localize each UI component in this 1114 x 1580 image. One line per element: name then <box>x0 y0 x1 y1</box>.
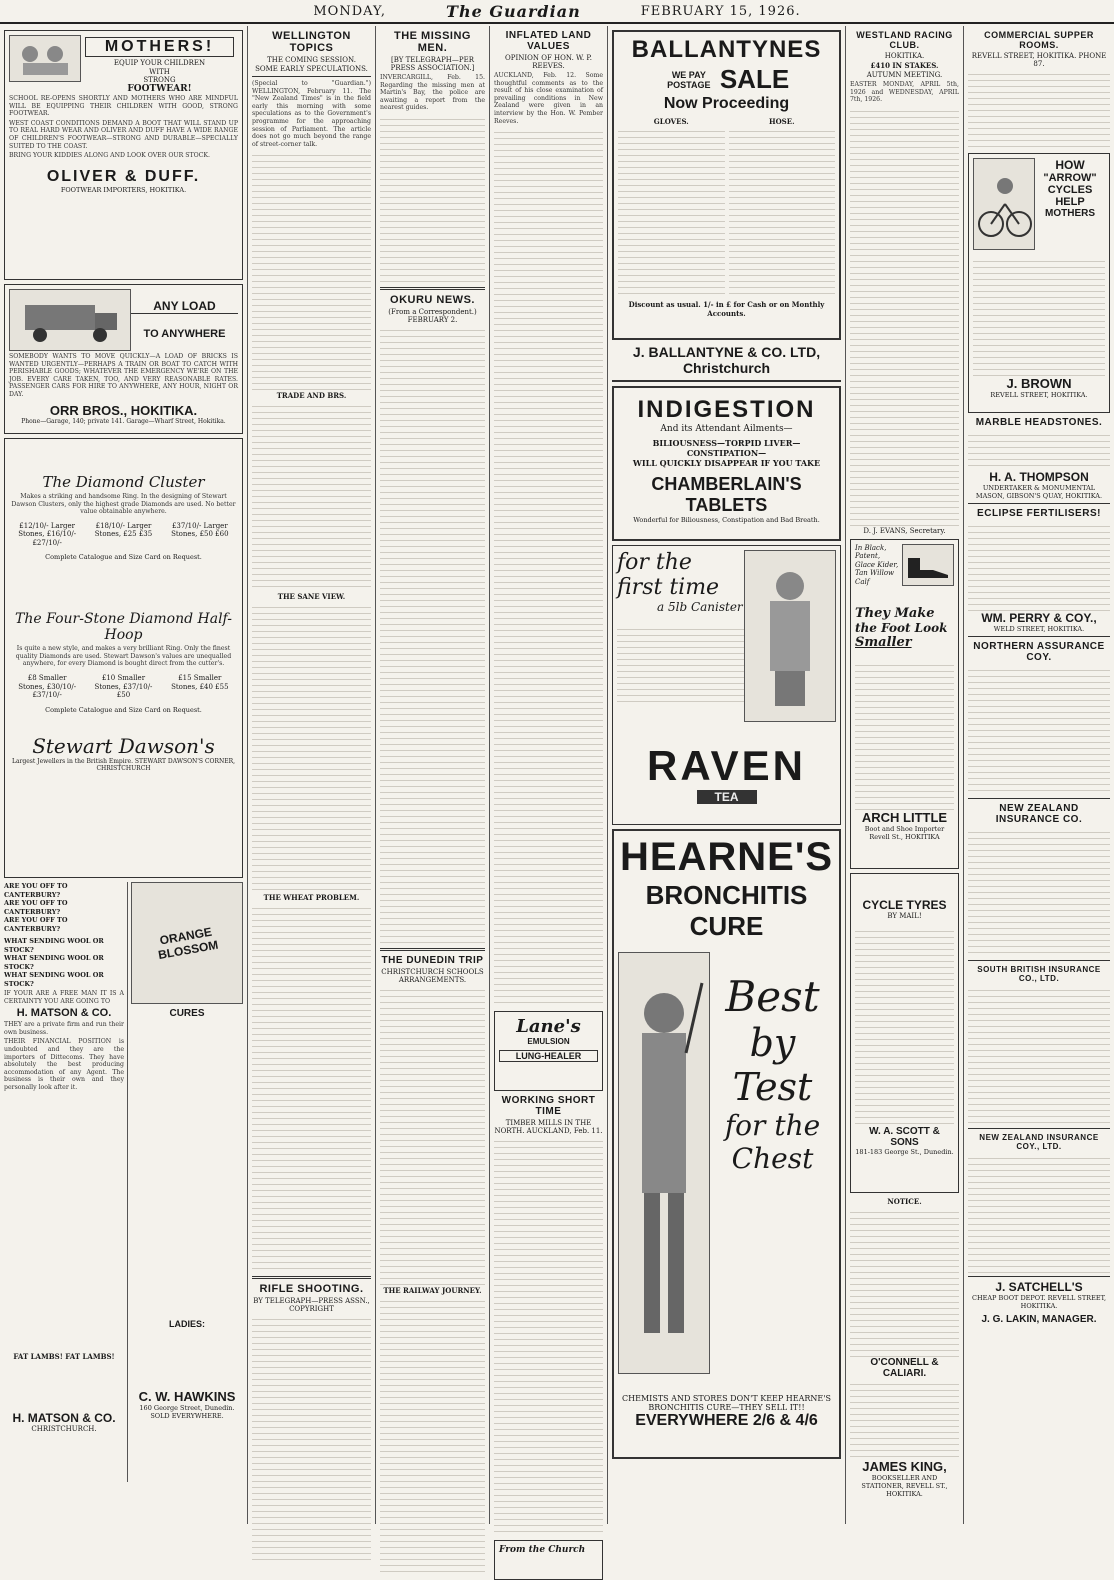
knight-icon <box>624 973 704 1353</box>
text-block <box>494 127 603 1007</box>
arrow-ad <box>968 153 1110 413</box>
woman-icon <box>750 561 830 711</box>
james-sub: BOOKSELLER AND STATIONER, REVELL ST., HOKITIKA. <box>861 1473 948 1498</box>
rifle-sub: BY TELEGRAPH—PRESS ASSN., COPYRIGHT <box>253 1297 370 1314</box>
ind-sub: And its Attendant Ailments— <box>660 424 793 434</box>
ballantynes-sale: SALE <box>719 64 790 94</box>
load1: ANY LOAD <box>131 299 238 314</box>
mothers-sub1: EQUIP YOUR CHILDREN <box>113 59 206 67</box>
ballantyne-co: J. BALLANTYNE & CO. LTD, Christchurch <box>612 344 841 382</box>
chamberlain: CHAMBERLAIN'S TABLETS <box>651 474 802 515</box>
text-block <box>380 1296 485 1576</box>
woman-illustration <box>744 550 836 722</box>
cycle-tyres-ad <box>850 873 959 1193</box>
commercial-sub: REVELL STREET, HOKITIKA. PHONE 87. <box>971 52 1107 68</box>
text-block <box>252 602 371 892</box>
perry: WM. PERRY & COY., <box>981 611 1097 625</box>
raven-tea: TEA <box>697 790 757 804</box>
wheat-sub: THE WHEAT PROBLEM. <box>263 893 360 903</box>
satchell: J. SATCHELL'S <box>995 1280 1083 1294</box>
ballantynes-postage: WE PAY POSTAGE <box>667 69 711 90</box>
knight-illustration <box>618 952 710 1374</box>
help: HELP <box>1055 196 1085 208</box>
column-6 <box>846 26 964 1524</box>
arch-sub: Boot and Shoe Importer Revell St., HOKITIKA <box>864 825 945 842</box>
shoe-illustration <box>902 544 954 586</box>
canister: a 5lb Canister <box>657 600 743 614</box>
hose-head: HOSE. <box>768 117 795 126</box>
matson-bottom: H. MATSON & CO. <box>12 1410 116 1425</box>
catalogue-note: Complete Catalogue and Size Card on Request. <box>45 553 202 562</box>
bronchitis: BRONCHITIS CURE <box>645 880 808 941</box>
halfhoop-price: £15 Smaller Stones, £40 £55 <box>171 674 229 691</box>
text-block <box>850 1207 959 1357</box>
james-king: JAMES KING, <box>862 1458 947 1474</box>
eclipse-head: ECLIPSE FERTILISERS! <box>977 508 1101 519</box>
price-list <box>729 126 836 296</box>
catalogue-note2: Complete Catalogue and Size Card on Request. <box>45 705 202 714</box>
sane-sub: THE SANE VIEW. <box>277 592 346 602</box>
south-british-head: SOUTH BRITISH INSURANCE CO., LTD. <box>977 965 1101 983</box>
missing-head: THE MISSING MEN. <box>393 30 471 54</box>
text-block <box>380 985 485 1285</box>
wellington-sub1: THE COMING SESSION. <box>267 56 356 64</box>
oconnell: O'CONNELL & CALIARI. <box>870 1356 939 1379</box>
mothers-text1: SCHOOL RE-OPENS SHORTLY AND MOTHERS WHO ARE MINDFUL WILL BE EQUIPPING THEIR CHILDREN WITH GOOD, STRONG FOOTWEAR. <box>9 95 238 118</box>
stewart-dawson: Stewart Dawson's <box>32 733 215 758</box>
okuru-head: OKURU NEWS. <box>390 293 475 306</box>
matson-sub: THEY are a private firm and run their own business. <box>4 1021 124 1036</box>
inflated-text: AUCKLAND, Feb. 12. Some thoughtful comments as to the result of his close examination of prevailing conditions in New Zealand were given in an interview by the Hon. W. Pember Reeves. <box>494 72 603 125</box>
boots-text: In Black, Patent, Glace Kider, Tan Willow Calf <box>855 543 899 586</box>
text-block <box>968 1153 1110 1273</box>
diamond-heading: The Diamond Cluster <box>42 473 205 491</box>
everywhere: EVERYWHERE 2/6 & 4/6 <box>635 1412 818 1429</box>
wellington-sub2: SOME EARLY SPECULATIONS. <box>255 65 368 73</box>
church-ad <box>494 1540 603 1580</box>
ladies: LADIES: <box>169 1319 205 1329</box>
text-block <box>968 985 1110 1125</box>
load-text: SOMEBODY WANTS TO MOVE QUICKLY—A LOAD OF BRICKS IS WANTED URGENTLY—PERHAPS A TRAIN OR BOAT TO CATCH WITH PERISHABLE GOODS; WHATEVER THE EMERGENCY WE'RE ON THE JOB. EVERY CARE TAKEN, TOO, AND VERY REASONABLE RATES. PASSENGER CARS FOR HIRE TO ANYWHERE, ANY HOUR, NIGHT OR DAY. <box>9 353 238 398</box>
halfhoop-price: £8 Smaller Stones, £30/10/- £37/10/- <box>18 674 77 700</box>
text-block <box>968 521 1110 611</box>
truck-icon <box>15 295 125 345</box>
ballantynes-title: BALLANTYNES <box>631 36 822 63</box>
ballantynes-ad <box>612 30 841 340</box>
text-block <box>252 150 371 390</box>
northern-head: NORTHERN ASSURANCE COY. <box>973 641 1105 663</box>
by-mail: BY MAIL! <box>887 911 922 920</box>
diamond-prices <box>9 522 238 548</box>
mothers-text3: BRING YOUR KIDDIES ALONG AND LOOK OVER OUR STOCK. <box>9 152 211 160</box>
blossom-ad <box>128 882 243 1482</box>
lakin: J. G. LAKIN, MANAGER. <box>981 1314 1097 1325</box>
text-block <box>252 1314 371 1564</box>
matson-blossom-row <box>4 882 243 1482</box>
scott-sub: 181-183 George St., Dunedin. <box>855 1147 954 1156</box>
load2: TO ANYWHERE <box>143 328 226 340</box>
satchell-sub: CHEAP BOOT DEPOT. REVELL STREET, HOKITIKA. <box>971 1294 1107 1310</box>
masthead <box>0 0 1114 24</box>
nz-insurance-head: NEW ZEALAND INSURANCE CO. <box>995 803 1083 825</box>
canterbury: ARE YOU OFF TO CANTERBURY? <box>4 882 68 899</box>
text-block <box>494 1136 603 1536</box>
raven-ad <box>612 545 841 825</box>
text-block <box>850 106 959 526</box>
orange-blossom: ORANGE BLOSSOM <box>157 924 220 963</box>
text-block <box>968 827 1110 957</box>
working-sub: TIMBER MILLS IN THE NORTH. AUCKLAND, Feb. 11. <box>494 1119 603 1136</box>
okuru-sub: (From a Correspondent.) FEBRUARY 2. <box>388 307 477 324</box>
cures: CURES <box>169 1008 205 1019</box>
stewart-sub: Largest Jewellers in the British Empire. STEWART DAWSON'S CORNER, CHRISTCHURCH <box>11 757 236 772</box>
text-block <box>973 256 1105 376</box>
dunedin-head: THE DUNEDIN TRIP <box>381 954 484 966</box>
foot3: Smaller <box>855 635 912 651</box>
notice: NOTICE. <box>887 1196 922 1206</box>
stewart-dawson-ad <box>4 438 243 878</box>
cw-sub: 160 George Street, Dunedin. SOLD EVERYWHERE. <box>139 1404 235 1420</box>
trade-sub: TRADE AND BRS. <box>276 391 347 401</box>
cw-hawkins: C. W. HAWKINS <box>138 1389 236 1404</box>
text-block <box>380 114 485 284</box>
orr-sub: Phone—Garage, 140; private 141. Garage—Wharf Street, Hokitika. <box>21 417 226 425</box>
wellington-head: WELLINGTON TOPICS <box>272 30 351 54</box>
arrow: "ARROW" <box>1043 172 1097 184</box>
text-block <box>968 430 1110 470</box>
chamberlain-ad <box>612 386 841 541</box>
oliver-duff: OLIVER & DUFF. <box>46 167 201 185</box>
arch-little-ad <box>850 539 959 869</box>
stakes: £410 IN STAKES. <box>870 61 939 70</box>
for-chest: for the Chest <box>724 1109 821 1175</box>
halfhoop-price: £10 Smaller Stones, £37/10/- £50 <box>94 674 153 700</box>
perry-sub: WELD STREET, HOKITIKA. <box>993 625 1085 633</box>
canterbury: ARE YOU OFF TO CANTERBURY? <box>4 899 68 916</box>
halfhoop-heading: The Four-Stone Diamond Half-Hoop <box>15 611 232 644</box>
text-block <box>252 401 371 591</box>
fat-lambs: FAT LAMBS! FAT LAMBS! <box>13 1351 115 1361</box>
missing-sub: [BY TELEGRAPH—PER PRESS ASSOCIATION.] <box>390 56 475 72</box>
children-icon <box>15 39 75 79</box>
masthead-title: The Guardian <box>446 1 581 21</box>
arrow-mothers: MOTHERS <box>1045 208 1095 219</box>
chamberlain-sub: Wonderful for Biliousness, Constipation and Bad Breath. <box>633 516 820 524</box>
arch-little: ARCH LITTLE <box>861 810 948 826</box>
blossom-illustration <box>131 882 243 1004</box>
text-block <box>968 665 1110 795</box>
mothers-text2: WEST COAST CONDITIONS DEMAND A BOOT THAT WILL STAND UP TO REAL HARD WEAR AND OLIVER AND DUFF HAVE A WIDE RANGE OF CHILDREN'S FOOTWEAR—STRONG AND DURABLE—SPECIALLY SUITED TO THE COAST. <box>9 119 238 150</box>
brown-sub: REVELL STREET, HOKITIKA. <box>990 391 1088 399</box>
text-block <box>617 624 744 704</box>
column-4 <box>490 26 608 1556</box>
oliver-sub: FOOTWEAR IMPORTERS, HOKITIKA. <box>60 185 187 194</box>
masthead-day: MONDAY, <box>313 3 387 19</box>
inflated-sub: OPINION OF HON. W. P. REEVES. <box>505 54 592 70</box>
mothers-ad <box>4 30 243 280</box>
diamond-price: £18/10/- Larger Stones, £25 £35 <box>94 521 153 539</box>
diamond-price: £37/10/- Larger Stones, £50 £60 <box>171 521 229 539</box>
hearnes: HEARNE'S <box>619 835 834 879</box>
text-block <box>855 660 954 810</box>
working-head: WORKING SHORT TIME <box>501 1095 596 1118</box>
matson-ad <box>4 882 128 1482</box>
wellington-text: (Special to "Guardian.") WELLINGTON, February 11. The "New Zealand Times" is in the field early this morning with some speculations as to the Government's programme for the approaching session of Parliament. The article does not go much beyond the range of street-corner talk. <box>252 80 371 148</box>
racing-head: WESTLAND RACING CLUB. <box>856 30 953 50</box>
how: HOW <box>1055 158 1085 172</box>
halfhoop-text: Is quite a new style, and makes a very brilliant Ring. Only the finest quality Diamonds are used. Stewart Dawson's values are unequalled anywhere, for every Diamond is bought direct from the cutter's. <box>15 645 232 668</box>
chemists: CHEMISTS AND STORES DON'T KEEP HEARNE'S BRONCHITIS CURE—THEY SELL IT!! <box>622 1394 831 1412</box>
nz2-head: NEW ZEALAND INSURANCE COY., LTD. <box>979 1133 1099 1151</box>
commercial-head: COMMERCIAL SUPPER ROOMS. <box>984 30 1094 50</box>
ind-sub2: BILIOUSNESS—TORPID LIVER—CONSTIPATION— <box>652 438 801 458</box>
mothers-sub2: WITH <box>149 67 170 76</box>
column-7 <box>964 26 1114 1524</box>
foot1: They Make <box>855 606 935 622</box>
wool: WHAT SENDING WOOL OR STOCK? <box>4 971 104 988</box>
shoe-icon <box>903 550 953 580</box>
cyclist-illustration <box>973 158 1035 250</box>
truck-illustration <box>9 289 131 351</box>
thompson: H. A. THOMPSON <box>989 470 1089 484</box>
orr-ad <box>4 284 243 434</box>
best: Best <box>725 972 820 1021</box>
column-3 <box>376 26 490 1524</box>
price-list <box>618 126 725 296</box>
j-brown: J. BROWN <box>1006 376 1072 391</box>
gloves-head: GLOVES. <box>653 117 689 126</box>
bicycle-icon <box>977 164 1032 244</box>
lanes-sub2: LUNG-HEALER <box>499 1050 598 1062</box>
lanes-ad <box>494 1011 603 1091</box>
scott-sons: W. A. SCOTT & SONS <box>869 1125 940 1148</box>
column-2 <box>248 26 376 1524</box>
missing-text: INVERCARGILL, Feb. 15. Regarding the missing men at Martin's Bay, the police are awaiting a report from the nearest guides. <box>380 74 485 112</box>
text-block <box>252 903 371 1273</box>
ind-sub3: WILL QUICKLY DISAPPEAR IF YOU TAKE <box>632 458 821 468</box>
thompson-sub: UNDERTAKER & MONUMENTAL MASON, GIBSON'S QUAY, HOKITIKA. <box>975 484 1103 500</box>
rifle-head: RIFLE SHOOTING. <box>259 1283 364 1296</box>
mothers-sub4: FOOTWEAR! <box>127 83 192 94</box>
mothers-sub3: STRONG <box>143 76 176 84</box>
matson-name: H. MATSON & CO. <box>16 1007 112 1020</box>
railway-sub: THE RAILWAY JOURNEY. <box>383 1285 482 1295</box>
column-5 <box>608 26 846 1524</box>
wool: WHAT SENDING WOOL OR STOCK? <box>4 937 104 954</box>
secretary: D. J. EVANS, Secretary. <box>863 526 946 535</box>
inflated-head: INFLATED LAND VALUES <box>505 30 592 52</box>
text-block <box>380 325 485 945</box>
column-1 <box>0 26 248 1524</box>
foot2: the Foot Look <box>855 621 948 636</box>
ballantynes-proceeding: Now Proceeding <box>663 95 790 112</box>
text-block <box>850 1379 959 1459</box>
certainty: IF YOUR ARE A FREE MAN IT IS A CERTAINTY YOU ARE GOING TO <box>4 990 124 1005</box>
raven: RAVEN <box>647 742 806 789</box>
text-block <box>968 69 1110 149</box>
indigestion: INDIGESTION <box>637 396 816 423</box>
cycle-tyres: CYCLE TYRES <box>862 897 947 912</box>
easter: EASTER MONDAY, APRIL 5th, 1926 and WEDNESDAY, APRIL 7th, 1926. <box>850 81 959 104</box>
halfhoop-prices <box>9 674 238 700</box>
wool: WHAT SENDING WOOL OR STOCK? <box>4 954 104 971</box>
cycles: CYCLES <box>1047 184 1093 196</box>
diamond-price: £12/10/- Larger Stones, £16/10/- £27/10/- <box>18 521 77 547</box>
lanes-sub1: EMULSION <box>527 1037 570 1047</box>
diamond-text: Makes a striking and handsome Ring. In the designing of Stewart Dawson Clusters, only the highest grade Diamonds are used. No better value obtainable anywhere. <box>11 493 236 516</box>
matson-city: CHRISTCHURCH. <box>31 1424 97 1433</box>
dunedin-sub: CHRISTCHURCH SCHOOLS ARRANGEMENTS. <box>381 967 484 984</box>
matson-text: THEIR FINANCIAL POSITION is undoubted and they are the importers of Dittecoms. They have absolutely the best producing accommodation of any Agent. The business is their own and they personally look after it. <box>4 1038 124 1091</box>
mothers-title: MOTHERS! <box>85 37 234 57</box>
by-test: by Test <box>732 1021 813 1109</box>
racing-sub: HOKITIKA. <box>884 52 925 60</box>
discount-note: Discount as usual. 1/- in £ for Cash or on Monthly Accounts. <box>628 300 825 318</box>
canterbury: ARE YOU OFF TO CANTERBURY? <box>4 916 68 933</box>
orr-bros: ORR BROS., HOKITIKA. <box>49 402 198 418</box>
children-illustration <box>9 35 81 82</box>
masthead-date: FEBRUARY 15, 1926. <box>640 3 801 19</box>
lanes-title: Lane's <box>516 1016 581 1038</box>
church-title: From the Church <box>499 1545 586 1556</box>
hearnes-ad <box>612 829 841 1459</box>
text-block <box>855 926 954 1126</box>
first-time: for the first time <box>617 550 720 600</box>
marble-head: MARBLE HEADSTONES. <box>975 417 1103 428</box>
autumn: AUTUMN MEETING. <box>866 71 943 79</box>
